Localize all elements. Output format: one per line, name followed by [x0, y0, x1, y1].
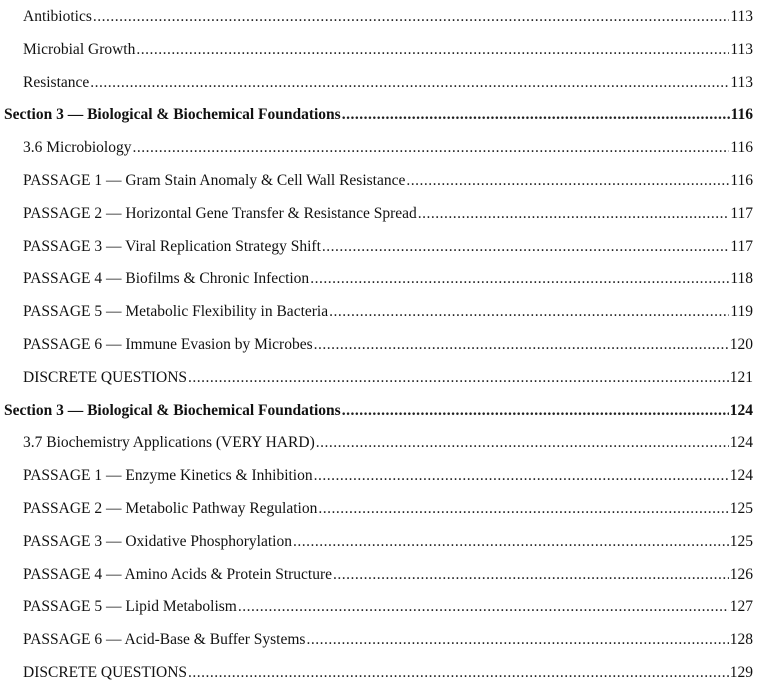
toc-entry[interactable] [23, 628, 753, 652]
toc-entry-title: PASSAGE 4 — Amino Acids & Protein Structure [23, 565, 333, 583]
dot-leader [238, 595, 729, 619]
toc-entry[interactable] [23, 530, 753, 554]
toc-entry-title: PASSAGE 6 — Immune Evasion by Microbes [23, 336, 313, 353]
toc-entry[interactable] [23, 267, 753, 291]
toc-page-number: 120 [729, 336, 753, 353]
toc-entry-title: PASSAGE 6 — Acid-Base & Buffer Systems [23, 631, 306, 649]
toc-entry[interactable] [23, 38, 753, 62]
dot-leader [418, 202, 730, 226]
toc-entry-title: PASSAGE 5 — Lipid Metabolism [23, 598, 237, 616]
toc-page-number: 117 [730, 237, 753, 255]
dot-leader [136, 38, 729, 62]
toc-entry[interactable] [23, 595, 753, 619]
toc-entry-title: PASSAGE 3 — Oxidative Phosphorylation [23, 532, 292, 550]
dot-leader [306, 628, 728, 652]
dot-leader [333, 563, 729, 587]
toc-page-number: 129 [729, 664, 753, 681]
toc-entry-title: PASSAGE 1 — Enzyme Kinetics & Inhibition [23, 467, 313, 485]
toc-entry-title: PASSAGE 5 — Metabolic Flexibility in Bacteria [23, 303, 329, 321]
toc-entry-title: Antibiotics [23, 8, 92, 25]
dot-leader [406, 169, 729, 193]
toc-page-number: 127 [729, 598, 753, 616]
toc-entry[interactable] [23, 235, 753, 259]
toc-entry[interactable] [23, 202, 753, 226]
toc-entry-title: 3.7 Biochemistry Applications (VERY HARD) [23, 434, 315, 452]
toc-entry-title: Section 3 — Biological & Biochemical Foundations [4, 106, 341, 124]
dot-leader [188, 661, 729, 685]
toc-entry-title: Section 3 — Biological & Biochemical Foundations [4, 401, 341, 419]
dot-leader [314, 333, 729, 357]
dot-leader [342, 399, 729, 423]
dot-leader [342, 103, 730, 127]
toc-page-number: 113 [730, 8, 753, 25]
toc-page-number: 125 [729, 532, 753, 550]
toc-page-number: 124 [729, 401, 753, 419]
toc-entry-title: Microbial Growth [23, 40, 136, 58]
toc-entry-title: DISCRETE QUESTIONS [23, 664, 188, 681]
toc-section-heading[interactable] [4, 103, 753, 127]
toc-entry-title: PASSAGE 1 — Gram Stain Anomaly & Cell Wall Resistance [23, 172, 406, 189]
toc-entry-title: Resistance [23, 73, 90, 91]
dot-leader [329, 300, 729, 324]
toc-section-heading[interactable] [4, 399, 753, 423]
toc-entry[interactable] [23, 431, 753, 455]
toc-page-number: 118 [730, 270, 753, 288]
toc-page-number: 116 [730, 139, 753, 157]
toc-page-number: 113 [730, 40, 753, 58]
toc-page-number: 119 [730, 303, 753, 321]
toc-page-number: 116 [730, 172, 753, 189]
toc-entry[interactable] [23, 71, 753, 95]
toc-entry-title: DISCRETE QUESTIONS [23, 368, 188, 386]
dot-leader [133, 136, 730, 160]
toc-entry-title: PASSAGE 3 — Viral Replication Strategy Shift [23, 237, 321, 255]
toc-entry-title: PASSAGE 4 — Biofilms & Chronic Infection [23, 270, 310, 288]
toc-entry[interactable] [23, 300, 753, 324]
toc-page-number: 117 [730, 204, 753, 222]
toc-page-number: 125 [729, 500, 753, 517]
toc-page-number: 113 [730, 73, 753, 91]
dot-leader [293, 530, 729, 554]
toc-page-number: 124 [729, 434, 753, 452]
toc-page-number: 116 [730, 106, 753, 124]
toc-page-number: 124 [729, 467, 753, 485]
toc-entry[interactable] [23, 5, 753, 29]
toc-entry[interactable] [23, 136, 753, 160]
dot-leader [93, 5, 729, 29]
dot-leader [318, 497, 728, 521]
toc-entry[interactable] [23, 366, 753, 390]
toc-entry[interactable] [23, 563, 753, 587]
dot-leader [188, 366, 729, 390]
toc-page-number: 121 [729, 368, 753, 386]
dot-leader [314, 464, 729, 488]
dot-leader [316, 431, 729, 455]
toc-entry[interactable] [23, 497, 753, 521]
toc-entry-title: PASSAGE 2 — Horizontal Gene Transfer & Resistance Spread [23, 204, 417, 222]
dot-leader [90, 71, 729, 95]
dot-leader [310, 267, 729, 291]
toc-entry[interactable] [23, 464, 753, 488]
toc-entry-title: PASSAGE 2 — Metabolic Pathway Regulation [23, 500, 318, 517]
dot-leader [322, 235, 729, 259]
toc-entry-title: 3.6 Microbiology [23, 139, 132, 157]
toc-entry[interactable] [23, 169, 753, 193]
toc-page-number: 128 [729, 631, 753, 649]
toc-entry[interactable] [23, 333, 753, 357]
toc-entry[interactable] [23, 661, 753, 685]
toc-page-number: 126 [729, 565, 753, 583]
